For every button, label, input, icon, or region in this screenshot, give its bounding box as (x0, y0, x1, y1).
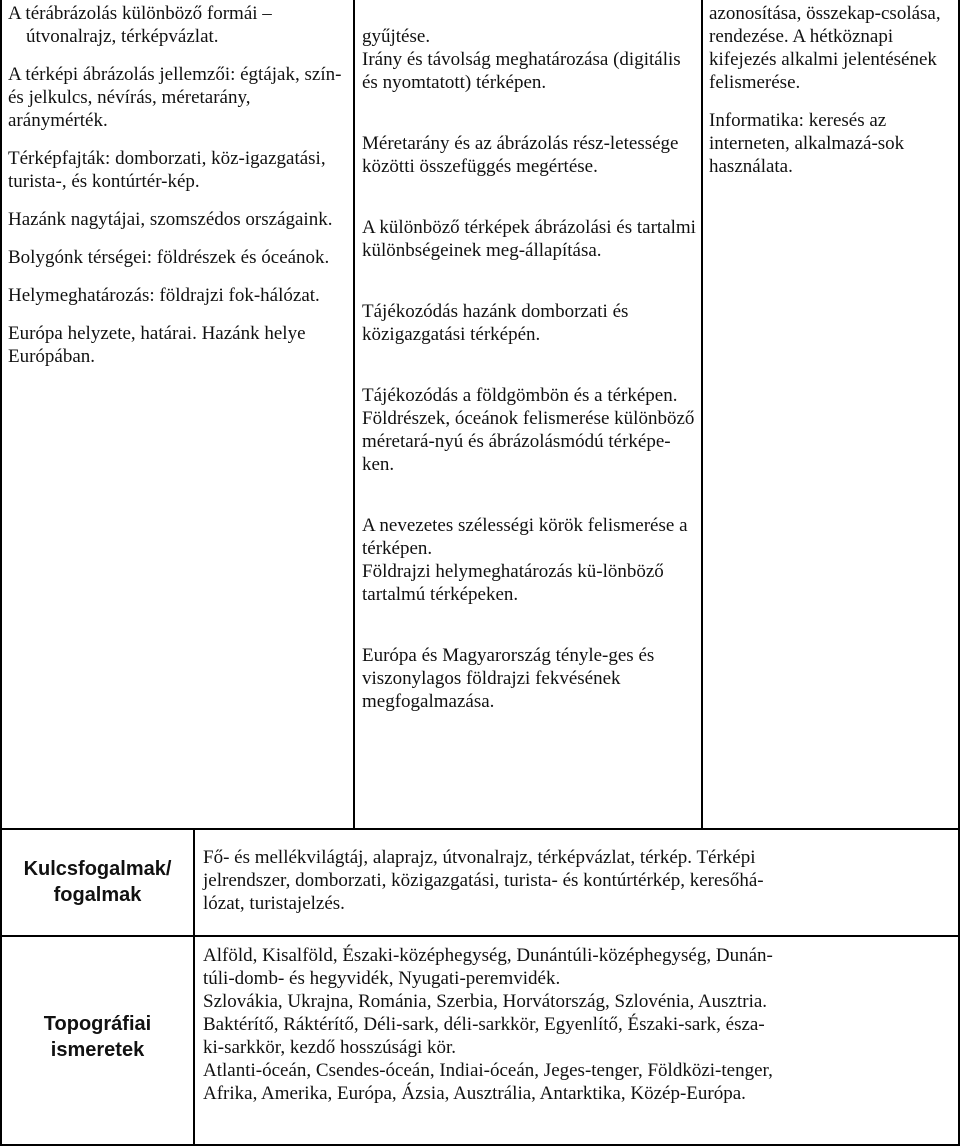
activity-item: Méretarány és az ábrázolás rész-letessége közötti összefüggés megértése. (362, 133, 679, 177)
column-activities (362, 2, 696, 736)
activity-item: gyűjtése. Irány és távolság meghatározása (digitális és nyomtatott) térképen. (362, 26, 681, 93)
activity-item: Tájékozódás hazánk domborzati és közigazgatási térképén. (362, 301, 629, 345)
text-line: Afrika, Amerika, Európa, Ázsia, Ausztrália, Antarktika, Közép-Európa. (203, 1083, 746, 1104)
topic-item: Hazánk nagytájai, szomszédos országaink. (8, 209, 333, 230)
topic-item: A térképi ábrázolás jellemzői: égtájak, szín- és jelkulcs, névírás, méretarány, aránymérték. (8, 64, 342, 131)
activity-item: A különböző térképek ábrázolási és tartalmi különbségeinek meg-állapítása. (362, 217, 696, 261)
topografiai-text (203, 944, 953, 1105)
kulcsfogalmak-label (2, 856, 193, 908)
column-connections (709, 2, 953, 178)
topic-item: Európa helyzete, határai. Hazánk helye Európában. (8, 323, 306, 367)
topic-item: Térképfajták: domborzati, köz-igazgatási, turista-, és kontúrtér-kép. (8, 148, 326, 192)
topic-item: A térábrázolás különböző formái – útvonalrajz, térképvázlat. (8, 3, 272, 47)
topic-item: Bolygónk térségei: földrészek és óceánok. (8, 247, 330, 268)
topic-item: Helymeghatározás: földrajzi fok-hálózat. (8, 285, 320, 306)
connection-item: azonosítása, összekap-csolása, rendezése. A hétköznapi kifejezés alkalmi jelentésének felismerése. (709, 3, 941, 93)
label-line: fogalmak (53, 884, 142, 906)
text-line: lózat, turistajelzés. (203, 893, 345, 914)
text-line: Atlanti-óceán, Csendes-óceán, Indiai-óceán, Jeges-tenger, Földközi-tenger, (203, 1060, 773, 1081)
text-line: Fő- és mellékvilágtáj, alaprajz, útvonalrajz, térképvázlat, térkép. Térképi (203, 847, 756, 868)
activity-item: Európa és Magyarország tényle-ges és viszonylagos földrajzi fekvésének megfogalmazása. (362, 645, 655, 712)
connection-item: Informatika: keresés az interneten, alkalmazá-sok használata. (709, 110, 905, 177)
activity-item: A nevezetes szélességi körök felismerése a térképen. Földrajzi helymeghatározás kü-lönböző tartalmú térképeken. (362, 515, 688, 605)
text-line: jelrendszer, domborzati, közigazgatási, turista- és kontúrtérkép, keresőhá- (203, 870, 764, 891)
text-line: Szlovákia, Ukrajna, Románia, Szerbia, Horvátország, Szlovénia, Ausztria. (203, 991, 768, 1012)
label-line: Kulcsfogalmak/ (23, 858, 172, 880)
text-line: Alföld, Kisalföld, Északi-középhegység, Dunántúli-középhegység, Dunán- (203, 945, 773, 966)
topografiai-label (2, 1011, 193, 1063)
activity-item: Tájékozódás a földgömbön és a térképen. Földrészek, óceánok felismerése különböző méretará-nyú és ábrázolásmódú térképe-ken. (362, 385, 695, 475)
text-line: túli-domb- és hegyvidék, Nyugati-peremvidék. (203, 968, 561, 989)
kulcsfogalmak-text (203, 846, 953, 915)
column-topics (8, 2, 348, 368)
label-line: ismeretek (50, 1039, 145, 1061)
text-line: ki-sarkkör, kezdő hosszúsági kör. (203, 1037, 457, 1058)
text-line: Baktérítő, Ráktérítő, Déli-sark, déli-sarkkör, Egyenlítő, Északi-sark, észa- (203, 1014, 765, 1035)
label-line: Topográfiai (43, 1013, 152, 1035)
